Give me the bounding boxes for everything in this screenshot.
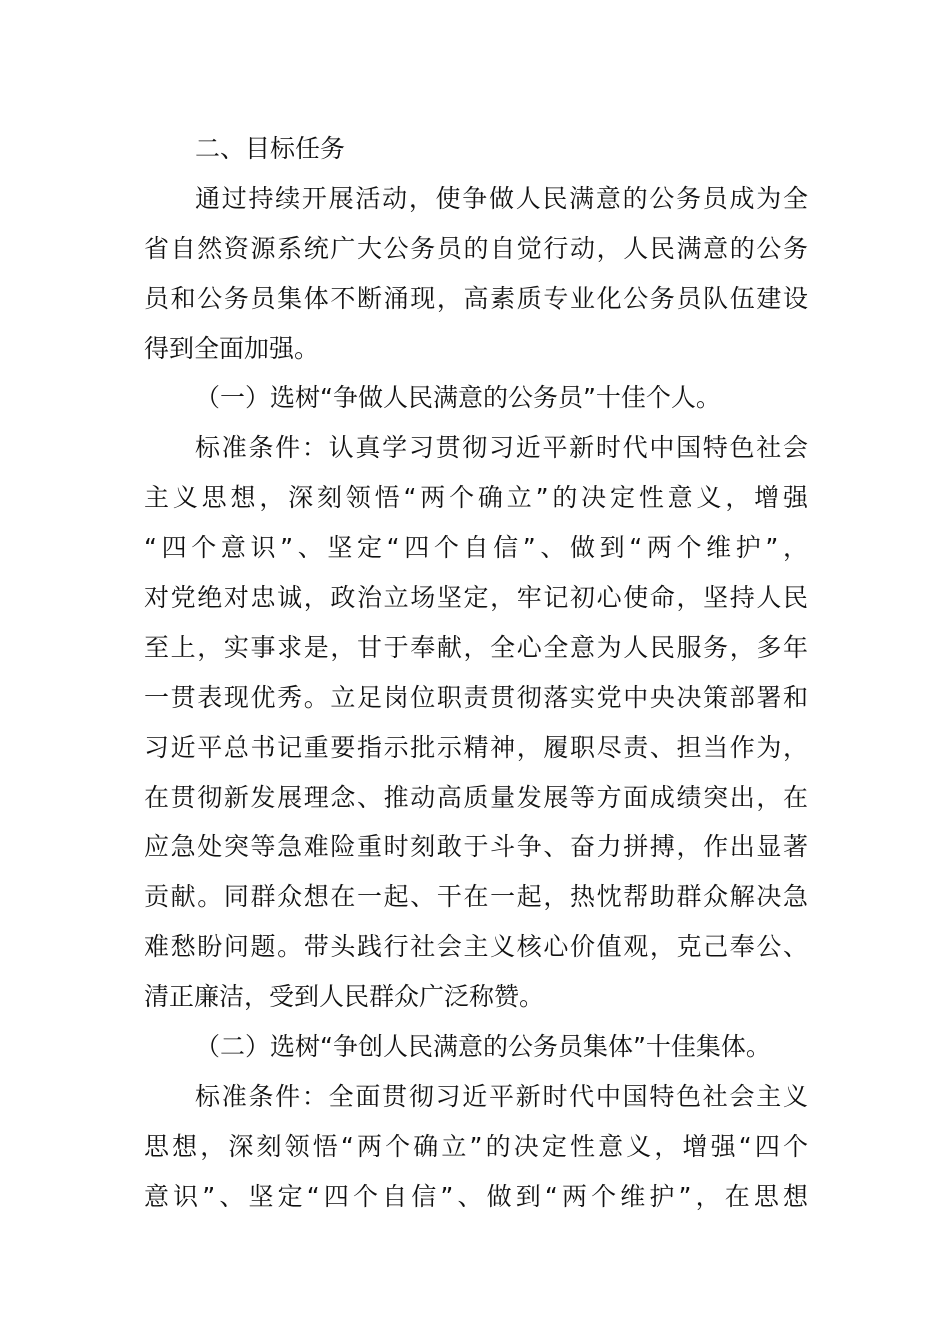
section-heading: 二、目标任务 [195, 134, 346, 163]
paragraph-line: 应急处突等急难险重时刻敢于斗争、奋力拼搏，作出显著 [144, 832, 808, 862]
paragraph-line: 标准条件：全面贯彻习近平新时代中国特色社会主义 [195, 1081, 808, 1111]
paragraph-line: 省自然资源系统广大公务员的自觉行动，人民满意的公务 [144, 233, 808, 263]
paragraph-line: 习近平总书记重要指示批示精神，履职尽责、担当作为， [144, 732, 808, 762]
paragraph-line: 难愁盼问题。带头践行社会主义核心价值观，克己奉公、 [144, 932, 808, 962]
subsection-heading: （二）选树“争创人民满意的公务员集体”十佳集体。 [195, 1032, 771, 1062]
paragraph-line: 通过持续开展活动，使争做人民满意的公务员成为全 [195, 183, 808, 213]
paragraph-line: 得到全面加强。 [144, 333, 320, 363]
paragraph-line: 清正廉洁，受到人民群众广泛称赞。 [144, 982, 545, 1012]
paragraph-line: 对党绝对忠诚，政治立场坚定，牢记初心使命，坚持人民 [144, 583, 808, 613]
paragraph-line: 贡献。同群众想在一起、干在一起，热忱帮助群众解决急 [144, 882, 808, 912]
paragraph-line: 至上，实事求是，甘于奉献，全心全意为人民服务，多年 [144, 632, 808, 662]
paragraph-line: 意识”、坚定“四个自信”、做到“两个维护”，在思想 [144, 1181, 808, 1211]
paragraph-line: 思想，深刻领悟“两个确立”的决定性意义，增强“四个 [144, 1131, 808, 1161]
paragraph-line: 员和公务员集体不断涌现，高素质专业化公务员队伍建设 [144, 283, 808, 313]
paragraph-line: “四个意识”、坚定“四个自信”、做到“两个维护”， [144, 533, 808, 563]
paragraph-line: 主义思想，深刻领悟“两个确立”的决定性意义，增强 [144, 483, 808, 513]
document-body [144, 124, 808, 1222]
subsection-heading: （一）选树“争做人民满意的公务员”十佳个人。 [195, 383, 721, 413]
paragraph-line: 一贯表现优秀。立足岗位职责贯彻落实党中央决策部署和 [144, 682, 808, 712]
paragraph-line: 在贯彻新发展理念、推动高质量发展等方面成绩突出，在 [144, 782, 808, 812]
paragraph-line: 标准条件：认真学习贯彻习近平新时代中国特色社会 [195, 433, 808, 463]
